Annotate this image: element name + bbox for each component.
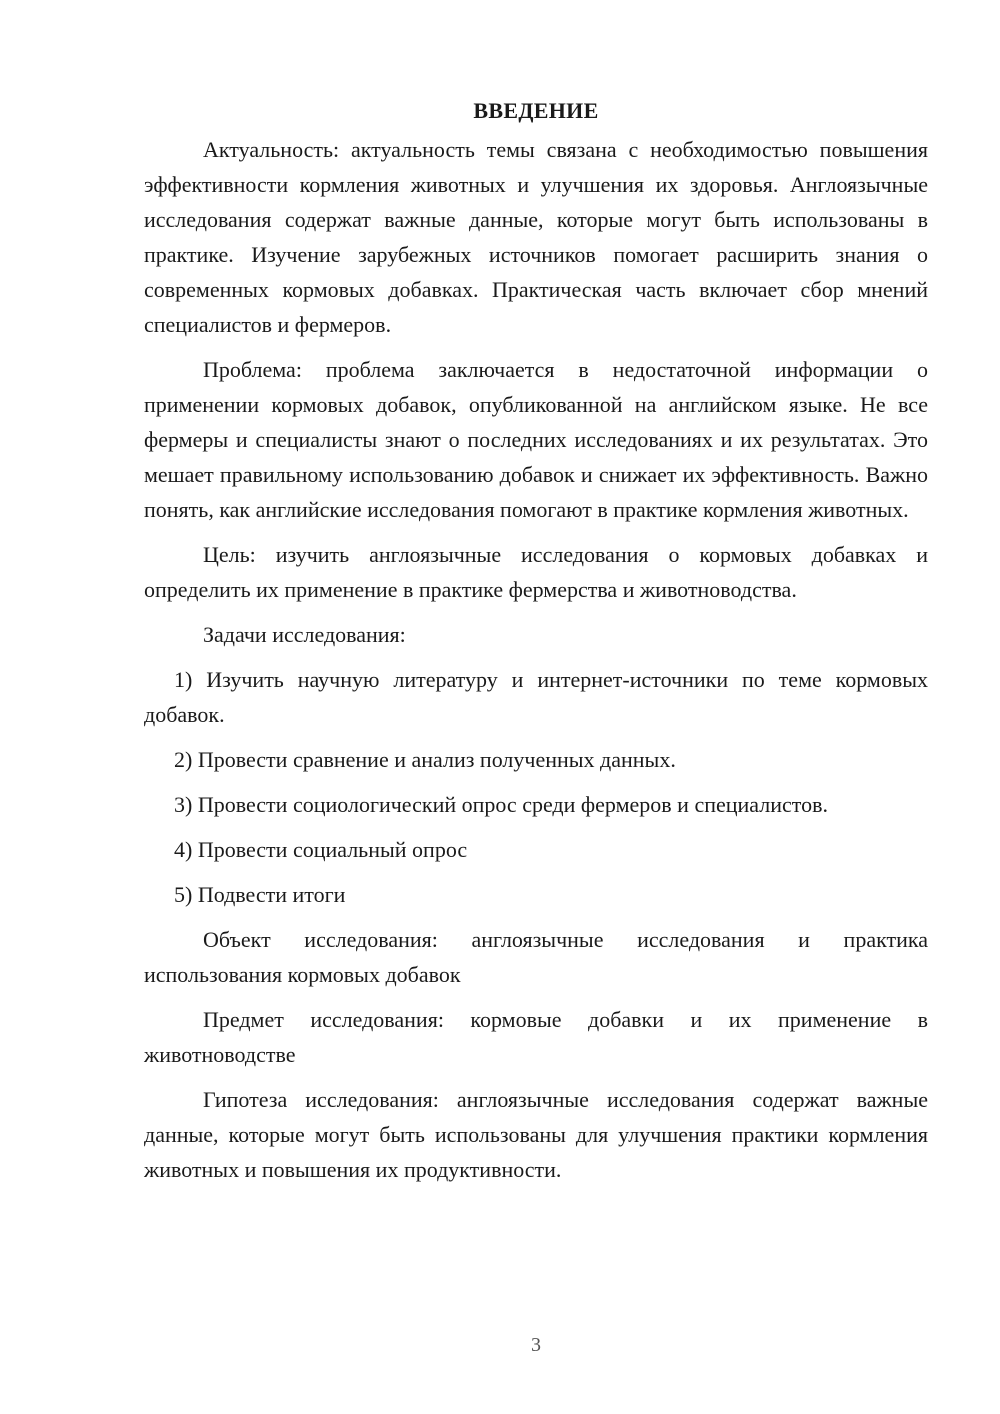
task-item-3: 3) Провести социологический опрос среди фермеров и специалистов.: [174, 792, 828, 817]
section-title: ВВЕДЕНИЕ: [473, 98, 599, 123]
problem-paragraph: Проблема: проблема заключается в недостаточной информации о применении кормовых добавок, опубликованной на английском языке. Не все фермеры и специалисты знают о последних исследованиях и их результатах. Это мешает правильному использованию добавок и снижает их эффективность. Важно понять, как английские исследования помогают в практике кормления животных.: [144, 357, 928, 522]
page-number: 3: [531, 1334, 541, 1356]
task-item-5: 5) Подвести итоги: [174, 882, 346, 907]
object-paragraph: Объект исследования: англоязычные исследования и практика использования кормовых добавок: [144, 927, 928, 987]
document-page: [144, 96, 928, 1197]
tasks-heading: Задачи исследования:: [203, 622, 406, 647]
tasks-list: [144, 662, 928, 912]
task-item-2: 2) Провести сравнение и анализ полученных данных.: [174, 747, 676, 772]
task-item-1: 1) Изучить научную литературу и интернет-источники по теме кормовых добавок.: [144, 667, 928, 727]
hypothesis-paragraph: Гипотеза исследования: англоязычные исследования содержат важные данные, которые могут быть использованы для улучшения практики кормления животных и повышения их продуктивности.: [144, 1087, 928, 1182]
relevance-paragraph: Актуальность: актуальность темы связана с необходимостью повышения эффективности кормления животных и улучшения их здоровья. Англоязычные исследования содержат важные данные, которые могут быть использованы в практике. Изучение зарубежных источников помогает расширить знания о современных кормовых добавках. Практическая часть включает сбор мнений специалистов и фермеров.: [144, 137, 928, 337]
subject-paragraph: Предмет исследования: кормовые добавки и их применение в животноводстве: [144, 1007, 928, 1067]
goal-paragraph: Цель: изучить англоязычные исследования о кормовых добавках и определить их применение в практике фермерства и животноводства.: [144, 542, 928, 602]
task-item-4: 4) Провести социальный опрос: [174, 837, 468, 862]
